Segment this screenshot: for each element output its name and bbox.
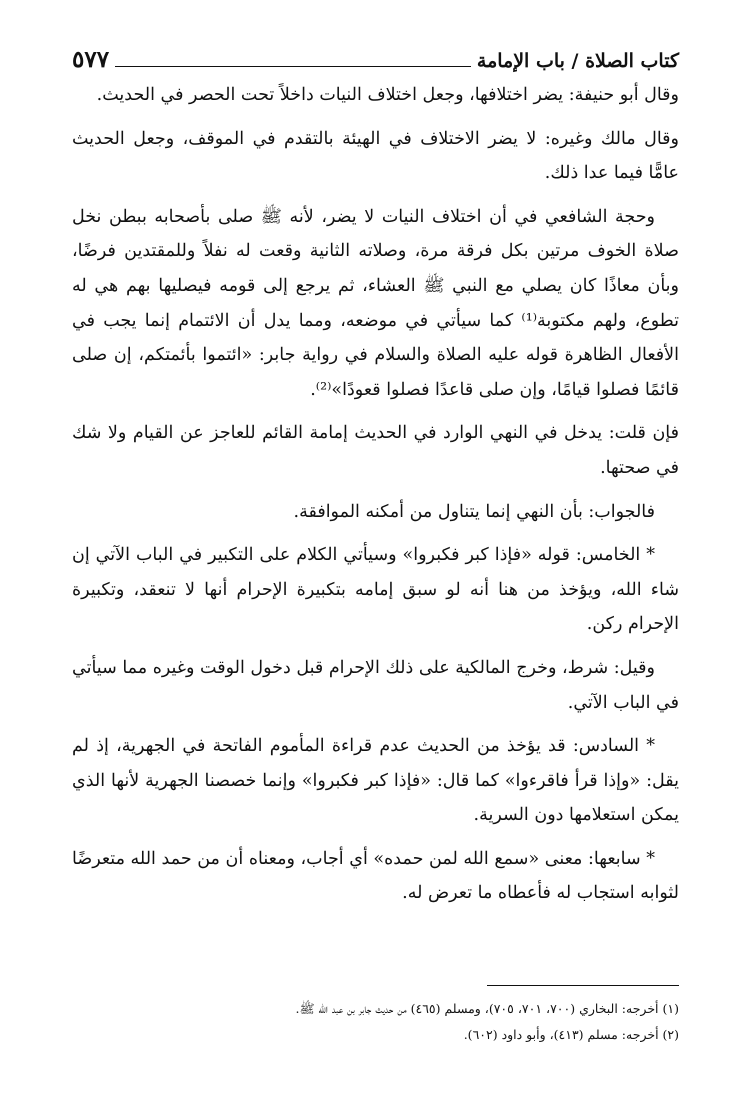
paragraph: * السادس: قد يؤخذ من الحديث عدم قراءة المأموم الفاتحة في الجهرية، إذ لم يقل: «وإذا قرأ فاقرءوا» كما قال: «فإذا كبر فكبروا» وإنما خصصنا الجهرية لأنها الذي يمكن استعلامها دون السرية.	[72, 736, 679, 826]
footnote-separator	[487, 985, 679, 986]
running-header	[72, 38, 679, 72]
footnote: (١) أخرجه: البخاري (٧٠٠، ٧٠١، ٧٠٥)، ومسلم (٤٦٥) من حديث جابر بن عبد الله ﷺ.	[295, 1001, 679, 1016]
paragraph: وقال مالك وغيره: لا يضر الاختلاف في الهيئة بالتقدم في الموقف، وجعل الحديث عامًّا فيما عدا ذلك.	[72, 128, 679, 184]
header-title: كتاب الصلاة / باب الإمامة	[476, 50, 679, 72]
header-rule	[115, 66, 471, 67]
paragraph: وحجة الشافعي في أن اختلاف النيات لا يضر، لأنه ﷺ صلى بأصحابه ببطن نخل صلاة الخوف مرتين بكل فرقة مرة، وصلاته الثانية وقعت له نفلاً وللمقتدين فرضًا، وبأن معاذًا كان يصلي مع النبي ﷺ العشاء، ثم يرجع إلى قومه فيصليها بهم هي له تطوع، ولهم مكتوبة⁽¹⁾ كما سيأتي في موضعه، ومما يدل أن الائتمام إنما يجب في الأفعال الظاهرة قوله عليه الصلاة والسلام في رواية جابر: «ائتموا بأئمتكم، إن صلى قائمًا فصلوا قيامًا، وإن صلى قاعدًا فصلوا قعودًا»⁽²⁾.	[72, 206, 679, 400]
page-number: ٥٧٧	[72, 46, 110, 73]
paragraph: وقال أبو حنيفة: يضر اختلافها، وجعل اختلاف النيات داخلاً تحت الحصر في الحديث.	[96, 85, 679, 105]
paragraph: * الخامس: قوله «فإذا كبر فكبروا» وسيأتي الكلام على التكبير في الباب الآتي إن شاء الله، ويؤخذ من هنا أنه لو سبق إمامه بتكبيرة الإحرام أنها لا تنعقد، وتكبيرة الإحرام ركن.	[72, 545, 679, 635]
paragraph: * سابعها: معنى «سمع الله لمن حمده» أي أجاب، ومعناه أن من حمد الله متعرضًا لثوابه استجاب له فأعطاه ما تعرض له.	[72, 848, 679, 904]
paragraph: فالجواب: بأن النهي إنما يتناول من أمكنه الموافقة.	[293, 501, 655, 522]
footnotes	[72, 996, 679, 1048]
body-text	[72, 78, 679, 920]
paragraph: فإن قلت: يدخل في النهي الوارد في الحديث إمامة القائم للعاجز عن القيام ولا شك في صحتها.	[72, 423, 679, 478]
footnote: (٢) أخرجه: مسلم (٤١٣)، وأبو داود (٦٠٢).	[463, 1027, 679, 1042]
paragraph: وقيل: شرط، وخرج المالكية على ذلك الإحرام قبل دخول الوقت وغيره مما سيأتي في الباب الآتي.	[72, 657, 679, 713]
